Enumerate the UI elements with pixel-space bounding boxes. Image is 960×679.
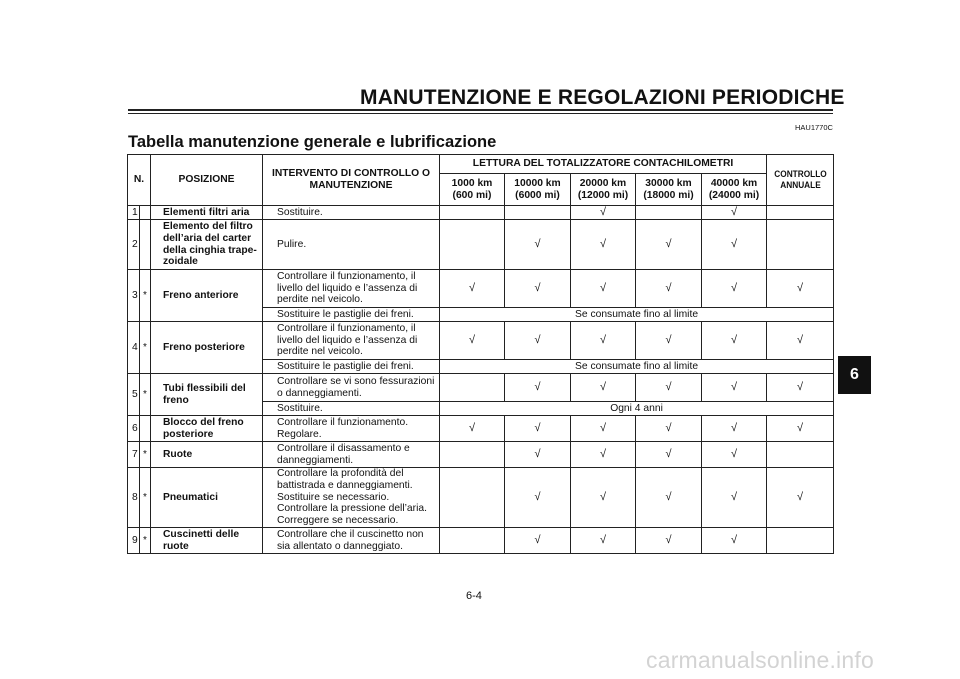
row-star [140, 416, 151, 442]
action-item [269, 361, 437, 373]
row-intervention [263, 308, 440, 322]
row-intervention [263, 206, 440, 220]
row-position: Tubi flessibili del freno [151, 374, 263, 416]
row-star [140, 220, 151, 270]
header-km-5: 40000 km (24000 mi) [702, 174, 767, 206]
check-mark-icon: √ [702, 416, 767, 442]
check-mark-icon: √ [702, 220, 767, 270]
check-mark-icon: √ [571, 270, 636, 308]
action-text: Controllare la profondità del battistrada e danneggiamenti. [277, 468, 413, 491]
check-mark-icon: √ [440, 270, 505, 308]
action-item [269, 503, 437, 515]
action-text: Sostituire se necessario. [277, 491, 390, 503]
row-intervention [263, 220, 440, 270]
empty-cell [440, 468, 505, 528]
check-mark-icon: √ [636, 374, 702, 402]
action-item [269, 323, 437, 358]
check-mark-icon: √ [702, 270, 767, 308]
action-text: Controllare il funzionamento, il livello del liquido e l’assenza di perdite nel veicolo. [277, 322, 418, 358]
row-intervention [263, 442, 440, 468]
row-position: Freno anteriore [151, 270, 263, 322]
check-mark-icon: √ [636, 220, 702, 270]
row-intervention [263, 528, 440, 554]
header-km-3: 20000 km (12000 mi) [571, 174, 636, 206]
action-text: Controllare che il cuscinetto non sia allentato o danneggiato. [277, 528, 424, 552]
check-mark-icon: √ [571, 220, 636, 270]
check-mark-icon: √ [571, 468, 636, 528]
row-number: 8 [128, 468, 140, 528]
check-mark-icon: √ [702, 528, 767, 554]
check-mark-icon: √ [636, 468, 702, 528]
table-row [128, 220, 834, 270]
table-row [128, 322, 834, 360]
check-mark-icon: √ [767, 322, 834, 360]
row-position: Pneumatici [151, 468, 263, 528]
action-item [269, 492, 437, 504]
empty-cell [767, 220, 834, 270]
action-text: Controllare il funzionamento. [277, 416, 409, 428]
table-row [128, 416, 834, 442]
action-item [269, 271, 437, 306]
action-text: Regolare. [277, 428, 322, 440]
row-star: * [140, 528, 151, 554]
action-text: Controllare il disassamento e danneggiamenti. [277, 442, 410, 466]
row-intervention [263, 416, 440, 442]
row-intervention [263, 270, 440, 308]
empty-cell [767, 206, 834, 220]
row-intervention [263, 374, 440, 402]
chapter-tab: 6 [838, 356, 871, 394]
check-mark-icon: √ [571, 322, 636, 360]
row-number: 6 [128, 416, 140, 442]
check-mark-icon: √ [571, 528, 636, 554]
header-km-2: 10000 km (6000 mi) [505, 174, 571, 206]
watermark: carmanualsonline.info [646, 647, 874, 673]
check-mark-icon: √ [767, 270, 834, 308]
action-item [269, 239, 437, 251]
check-mark-icon: √ [571, 374, 636, 402]
action-text: Sostituire le pastiglie dei freni. [277, 308, 414, 320]
check-mark-icon: √ [636, 270, 702, 308]
check-mark-icon: √ [505, 322, 571, 360]
header-annual-line2: ANNUALE [779, 179, 821, 190]
row-intervention [263, 468, 440, 528]
empty-cell [440, 206, 505, 220]
row-number: 7 [128, 442, 140, 468]
header-annual-line1: CONTROLLO [773, 168, 827, 179]
page-number: 6-4 [466, 590, 482, 602]
check-mark-icon: √ [505, 220, 571, 270]
action-item [269, 376, 437, 400]
action-text: Controllare se vi sono fessurazioni o danneggiamenti. [277, 375, 435, 399]
row-star: * [140, 442, 151, 468]
check-mark-icon: √ [505, 416, 571, 442]
empty-cell [505, 206, 571, 220]
row-position: Blocco del freno posteriore [151, 416, 263, 442]
header-odometer: LETTURA DEL TOTALIZZATORE CONTACHILOMETRI [440, 155, 767, 174]
row-intervention [263, 360, 440, 374]
table-row [128, 270, 834, 308]
action-text: Controllare il funzionamento, il livello del liquido e l’assenza di perdite nel veicolo. [277, 270, 418, 306]
action-text: Pulire. [277, 238, 307, 250]
row-number: 4 [128, 322, 140, 374]
row-position: Freno posteriore [151, 322, 263, 374]
check-mark-icon: √ [571, 416, 636, 442]
check-mark-icon: √ [505, 270, 571, 308]
action-text: Sostituire. [277, 206, 323, 218]
action-item [269, 443, 437, 467]
header-intervention: INTERVENTO DI CONTROLLO O MANUTENZIONE [263, 155, 440, 206]
check-mark-icon: √ [440, 322, 505, 360]
row-star: * [140, 374, 151, 416]
table-row [128, 528, 834, 554]
check-mark-icon: √ [702, 442, 767, 468]
table-row [128, 468, 834, 528]
interval-note: Ogni 4 anni [440, 402, 834, 416]
action-item [269, 403, 437, 415]
check-mark-icon: √ [636, 416, 702, 442]
check-mark-icon: √ [636, 528, 702, 554]
action-text: Sostituire le pastiglie dei freni. [277, 360, 414, 372]
action-item [269, 429, 437, 441]
check-mark-icon: √ [702, 206, 767, 220]
action-item [269, 468, 437, 492]
check-mark-icon: √ [571, 206, 636, 220]
check-mark-icon: √ [767, 468, 834, 528]
row-position: Cuscinetti delle ruote [151, 528, 263, 554]
row-number: 5 [128, 374, 140, 416]
header-rule-thin [128, 113, 833, 114]
row-star: * [140, 270, 151, 322]
check-mark-icon: √ [636, 442, 702, 468]
check-mark-icon: √ [702, 322, 767, 360]
header-km-4: 30000 km (18000 mi) [636, 174, 702, 206]
row-star: * [140, 322, 151, 374]
action-text: Controllare la pressione dell’aria. [277, 503, 427, 515]
check-mark-icon: √ [702, 468, 767, 528]
check-mark-icon: √ [505, 528, 571, 554]
table-row [128, 206, 834, 220]
table-row [128, 374, 834, 402]
row-position: Elementi filtri aria [151, 206, 263, 220]
maintenance-table [127, 154, 834, 554]
row-number: 9 [128, 528, 140, 554]
action-item [269, 207, 437, 219]
row-intervention [263, 322, 440, 360]
action-item [269, 417, 437, 429]
chapter-title: MANUTENZIONE E REGOLAZIONI PERIODICHE [360, 86, 845, 109]
empty-cell [440, 528, 505, 554]
action-text: Correggere se necessario. [277, 515, 399, 527]
doc-code: HAU1770C [795, 123, 833, 132]
check-mark-icon: √ [505, 468, 571, 528]
row-star [140, 206, 151, 220]
check-mark-icon: √ [767, 374, 834, 402]
action-text: Sostituire. [277, 402, 323, 414]
empty-cell [440, 442, 505, 468]
empty-cell [767, 528, 834, 554]
header-annual [767, 155, 834, 206]
header-km-1: 1000 km (600 mi) [440, 174, 505, 206]
check-mark-icon: √ [702, 374, 767, 402]
row-number: 3 [128, 270, 140, 322]
action-item [269, 515, 437, 527]
check-mark-icon: √ [440, 416, 505, 442]
header-position: POSIZIONE [151, 155, 263, 206]
check-mark-icon: √ [505, 442, 571, 468]
section-title: Tabella manutenzione generale e lubrificazione [128, 133, 497, 151]
empty-cell [767, 442, 834, 468]
check-mark-icon: √ [767, 416, 834, 442]
check-mark-icon: √ [571, 442, 636, 468]
interval-note: Se consumate fino al limite [440, 308, 834, 322]
empty-cell [440, 374, 505, 402]
action-item [269, 529, 437, 553]
action-item [269, 309, 437, 321]
row-position: Ruote [151, 442, 263, 468]
row-intervention [263, 402, 440, 416]
row-position: Elemento del filtro dell’aria del carter della cinghia trape-zoidale [151, 220, 263, 270]
header-rule-thick [128, 109, 833, 111]
row-number: 1 [128, 206, 140, 220]
interval-note: Se consumate fino al limite [440, 360, 834, 374]
table-row [128, 442, 834, 468]
header-n: N. [128, 155, 151, 206]
check-mark-icon: √ [636, 322, 702, 360]
empty-cell [440, 220, 505, 270]
check-mark-icon: √ [505, 374, 571, 402]
row-star: * [140, 468, 151, 528]
empty-cell [636, 206, 702, 220]
row-number: 2 [128, 220, 140, 270]
